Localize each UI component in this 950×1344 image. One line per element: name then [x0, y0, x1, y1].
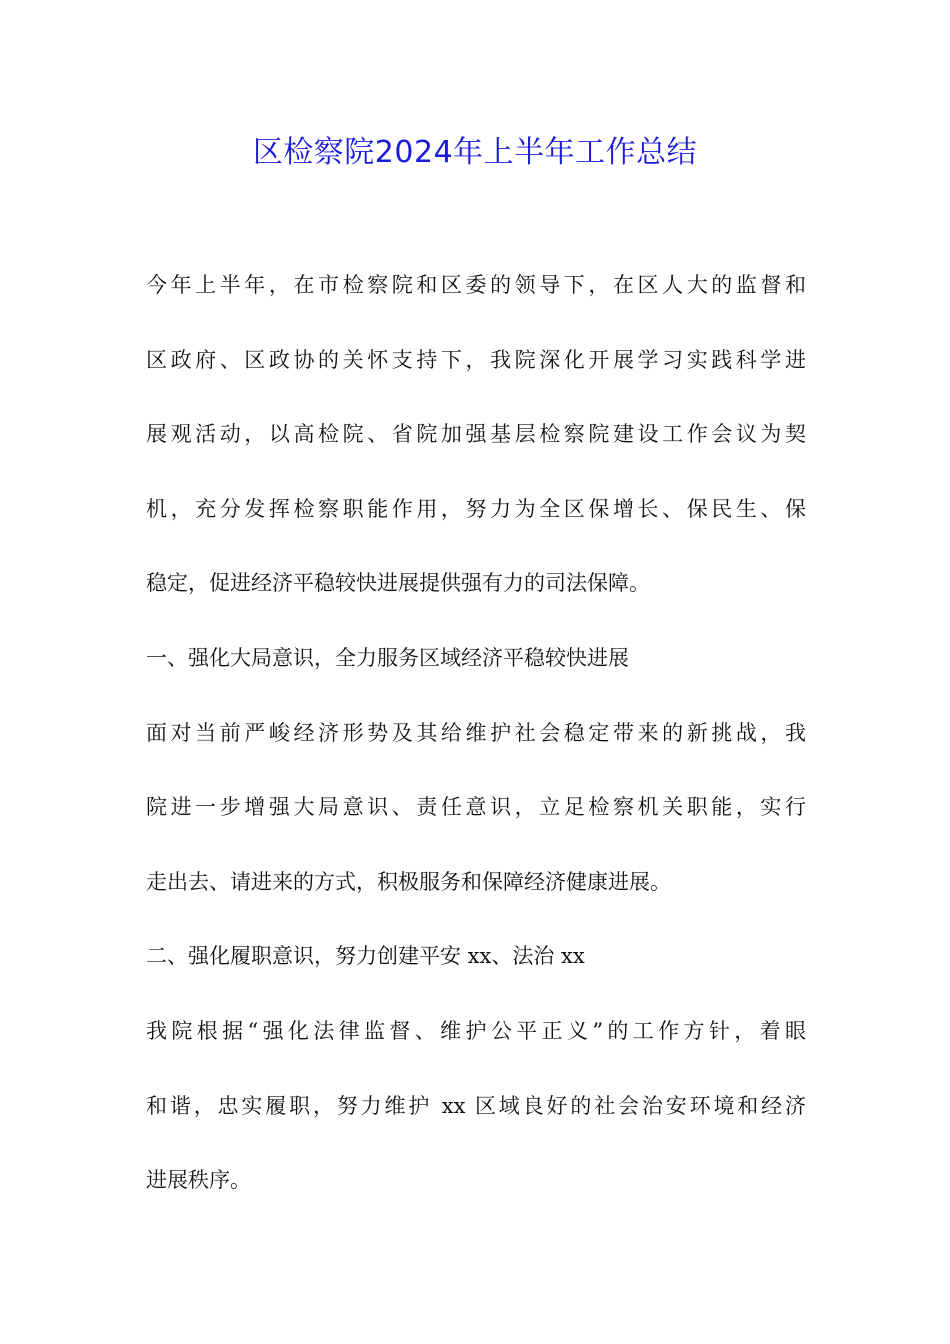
- body-line: 二、强化履职意识，努力创建平安 xx、法治 xx: [146, 944, 585, 969]
- body-line: 机，充分发挥检察职能作用，努力为全区保增长、保民生、保: [146, 496, 806, 521]
- body-line: 区政府、区政协的关怀支持下，我院深化开展学习实践科学进: [146, 347, 806, 372]
- body-line: 今年上半年，在市检察院和区委的领导下，在区人大的监督和: [146, 273, 806, 297]
- body-line: 走出去、请进来的方式，积极服务和保障经济健康进展。: [146, 869, 671, 894]
- body-line: 一、强化大局意识，全力服务区域经济平稳较快进展: [146, 645, 629, 670]
- body-line: 我院根据“强化法律监督、维护公平正义”的工作方针，着眼: [146, 1018, 806, 1043]
- body-line: 院进一步增强大局意识、责任意识，立足检察机关职能，实行: [146, 795, 806, 820]
- body-line: 展观活动，以高检院、省院加强基层检察院建设工作会议为契: [146, 422, 806, 447]
- document-body: [146, 259, 806, 1229]
- body-line: 和谐，忠实履职，努力维护 xx 区域良好的社会治安环境和经济: [146, 1093, 806, 1118]
- body-line: 稳定，促进经济平稳较快进展提供强有力的司法保障。: [146, 571, 650, 596]
- document-title: 区检察院2024年上半年工作总结: [252, 135, 698, 170]
- body-line: 面对当前严峻经济形势及其给维护社会稳定带来的新挑战，我: [146, 720, 806, 745]
- body-line: 进展秩序。: [146, 1168, 251, 1193]
